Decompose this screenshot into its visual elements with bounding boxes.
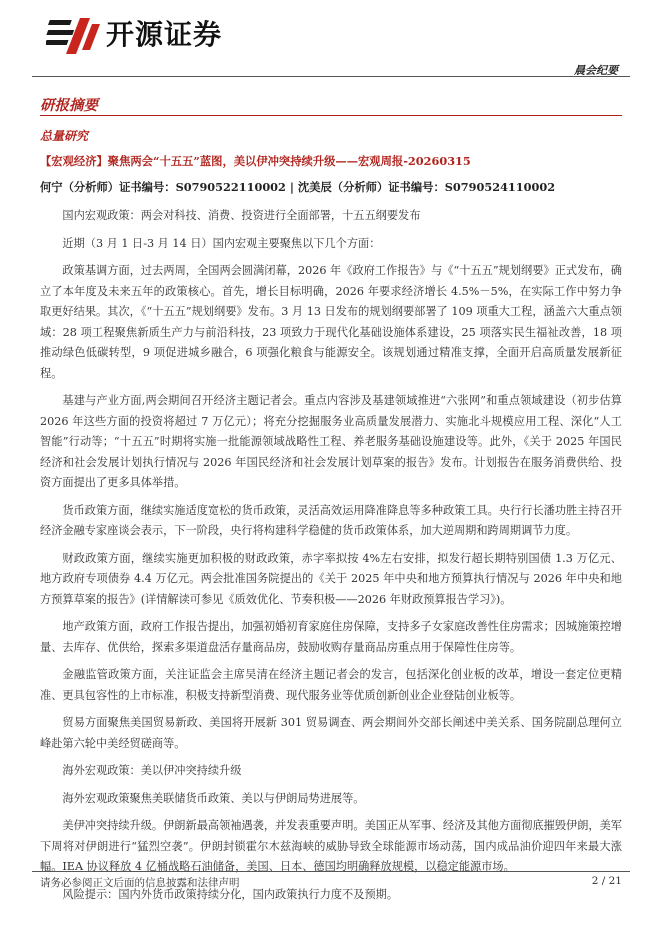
paragraph-risk: 风险提示：国内外货币政策持续分化，国内政策执行力度不及预期。 (62, 887, 399, 901)
paragraph: 货币政策方面，继续实施适度宽松的货币政策，灵活高效运用降准降息等多种政策工具。央行行长潘功胜主持召开经济金融专家座谈会表示，下一阶段，央行将构建科学稳健的货币政策体系，加大逆周期和跨周期调节力度。 (40, 503, 622, 537)
paragraph-heading-overseas: 海外宏观政策：美以伊冲突持续升级 (62, 764, 242, 777)
header-divider (32, 76, 630, 77)
report-body (40, 206, 622, 912)
paragraph: 海外宏观政策聚焦美联储货币政策、美以与伊朗局势进展等。 (62, 791, 365, 805)
footer-disclaimer: 请务必参阅正文后面的信息披露和法律声明 (40, 877, 240, 889)
paragraph: 美伊冲突持续升级。伊朗新最高领袖遇袭，并发表重要声明。美国正从军事、经济及其他方面彻底摧毁伊朗，美军下周将对伊朗进行“猛烈空袭”。伊朗封锁霍尔木兹海峡的威胁导致全球能源市场动荡，国内成品油价迎四年来最大涨幅。IEA 协议释放 4 亿桶战略石油储备，美国、日本、德国均明确释放规模，以稳定能源市场。 (40, 819, 622, 873)
brand-logo (46, 14, 256, 56)
brand-name: 开源证券 (106, 18, 223, 51)
paragraph: 金融监管政策方面，关注证监会主席吴清在经济主题记者会的发言，包括深化创业板的改革，增设一套定位更精准、更具包容性的上市标准，积极支持新型消费、现代服务业等优质创新创业企业登陆创业板等。 (40, 668, 622, 702)
paragraph: 基建与产业方面,两会期间召开经济主题记者会。重点内容涉及基建领域推进“六张网”和重点领域建设（初步估算 2026 年这些方面的投资将超过 7 万亿元）；将充分挖掘服务业高质量发展潜力、实施北斗规模应用工程、深化“人工智能”行动等；“十五五”时期将实施一批能源领域战略性工程、养老服务基础设施建设等。此外，《关于 2025 年国民经济和社会发展计划执行情况与 2026 年国民经济和社会发展计划草案的报告》发布。计划报告在服务消费供给、投资方面提出了更多具体举措。 (40, 394, 622, 489)
kaiyuan-logo-icon (46, 14, 104, 56)
page-header (0, 0, 662, 76)
paragraph: 地产政策方面，政府工作报告提出，加强初婚初育家庭住房保障，支持多子女家庭改善性住房需求；因城施策控增量、去库存、优供给，探索多渠道盘活存量商品房，鼓励收购存量商品房重点用于保障性住房等。 (40, 620, 622, 654)
paragraph-heading-domestic: 国内宏观政策：两会对科技、消费、投资进行全面部署，十五五纲要发布 (62, 209, 421, 222)
section-title: 研报摘要 (40, 97, 98, 114)
paragraph: 贸易方面聚焦美国贸易新政、美国将开展新 301 贸易调查、两会期间外交部长阐述中美关系、国务院副总理何立峰赴第六轮中美经贸磋商等。 (40, 716, 622, 750)
paragraph: 近期（3 月 1 日-3 月 14 日）国内宏观主要聚焦以下几个方面： (62, 236, 381, 250)
page-number: 2 / 21 (591, 875, 622, 887)
footer-divider (32, 871, 630, 872)
report-title: 【宏观经济】聚焦两会“十五五”蓝图，美以伊冲突持续升级——宏观周报-20260315 (40, 154, 471, 168)
report-authors: 何宁（分析师）证书编号：S0790522110002 | 沈美辰（分析师）证书编号：S0790524110002 (40, 180, 556, 194)
section-divider (40, 115, 622, 116)
paragraph: 财政政策方面，继续实施更加积极的财政政策，赤字率拟按 4%左右安排，拟发行超长期特别国债 1.3 万亿元、地方政府专项债券 4.4 万亿元。两会批准国务院提出的《关于 2025 年中央和地方预算执行情况与 2026 年中央和地方预算草案的报告》(详情解读可参见《质效优化、节奏积极——2026 年财政预算报告学习》)。 (40, 551, 622, 606)
paragraph: 政策基调方面，过去两周，全国两会圆满闭幕，2026 年《政府工作报告》与《“十五五”规划纲要》正式发布，确立了本年度及未来五年的政策核心。首先，增长目标明确，2026 年要求经济增长 4.5%－5%，在实际工作中努力争取更好结果。其次，《“十五五”规划纲要》发布。3 月 13 日发布的规划纲要部署了 109 项重大工程，涵盖六大重点领域：28 项工程聚焦新质生产力与前沿科技，23 项致力于现代化基础设施体系建设，25 项落实民生福祉改善，18 项推动绿色低碳转型，9 项促进城乡融合，6 项强化粮食与能源安全。该规划通过精准支撑，全面开启高质量发展新征程。 (40, 264, 622, 380)
section-subtitle: 总量研究 (40, 129, 89, 143)
header-tag: 晨会纪要 (574, 64, 618, 77)
